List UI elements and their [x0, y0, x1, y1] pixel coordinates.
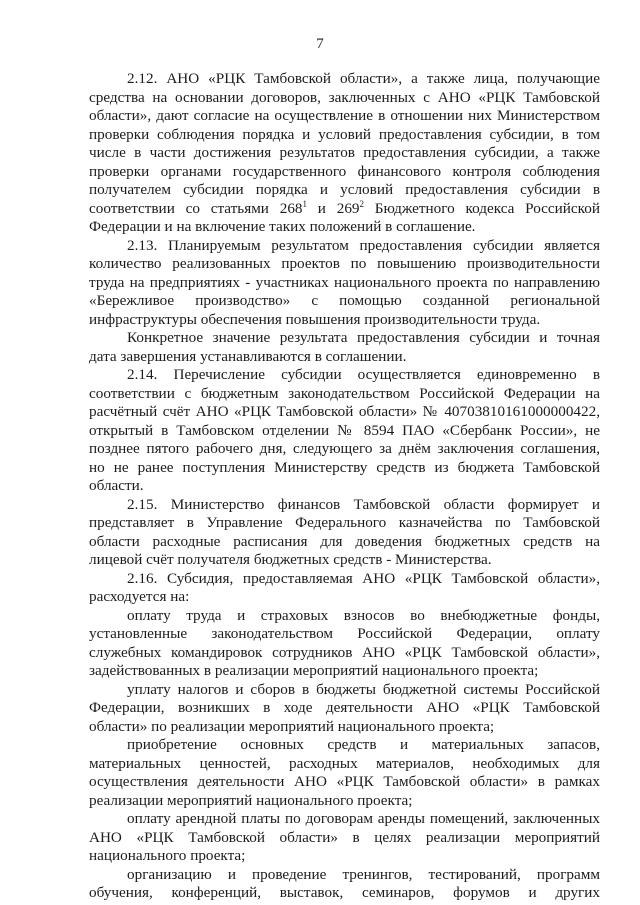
text-line [89, 699, 600, 718]
text-line [89, 422, 600, 441]
line-text: расходуется на: [89, 588, 190, 605]
line-text: соответствии с бюджетным законодательством Российской Федерации на [89, 384, 600, 402]
text-line [89, 440, 600, 459]
text-line [89, 533, 600, 552]
text-line [89, 829, 600, 848]
document-body [89, 70, 600, 903]
text-line [89, 163, 600, 182]
text-line [89, 126, 600, 145]
line-text: Федерации, возникших в ходе деятельности АНО «РЦК Тамбовской [89, 699, 600, 716]
line-text: но не ранее поступления Министерству средств из бюджета Тамбовской [89, 458, 600, 476]
text-line [89, 348, 600, 367]
line-text: дата завершения устанавливаются в соглашении. [89, 347, 407, 365]
text-line [89, 866, 600, 885]
text-line [89, 718, 600, 737]
line-text: труда на предприятиях - участниках национального проекта по направлению [89, 273, 600, 291]
line-text: инфраструктуры обеспечения повышения производительности труда. [89, 310, 541, 328]
text-line [89, 570, 600, 589]
line-text: 2.15. Министерство финансов Тамбовской области формирует и [127, 495, 600, 513]
text-line [89, 403, 600, 422]
line-text: открытый в Тамбовском отделении № 8594 ПАО «Сбербанк России», не [89, 421, 600, 439]
text-line [89, 773, 600, 792]
line-text: служебных командировок сотрудников АНО «РЦК Тамбовской области», [89, 643, 600, 661]
text-line [89, 681, 600, 700]
text-line [89, 588, 600, 607]
text-line [89, 385, 600, 404]
text-line [89, 607, 600, 626]
text-line [89, 847, 600, 866]
line-text: области», дают согласие на осуществление в отношении них Министерством [89, 107, 600, 124]
line-text: оплату арендной платы по договорам аренды помещений, заключенных [127, 810, 600, 827]
line-text: проверки соблюдения порядка и условий предоставления субсидии, в том [89, 125, 600, 143]
line-text: области. [89, 477, 144, 494]
text-line [89, 644, 600, 663]
line-text: Федерации и на включение таких положений в соглашение. [89, 218, 476, 235]
line-text: обучения, конференций, выставок, семинаров, форумов и других [89, 884, 600, 901]
text-line [89, 662, 600, 681]
footnote-superscript: 1 [302, 198, 308, 209]
text-line [89, 181, 600, 200]
line-text: области» по реализации мероприятий национального проекта; [89, 717, 495, 735]
text-line [89, 366, 600, 385]
text-line [89, 274, 600, 293]
line-text: уплату налогов и сборов в бюджеты бюджетной системы Российской [127, 680, 600, 698]
line-text: расчётный счёт АНО «РЦК Тамбовской области» № 40703810161000000422, [89, 403, 600, 420]
line-text: 2.14. Перечисление субсидии осуществляется единовременно в [127, 366, 600, 383]
text-line [89, 218, 600, 237]
line-text: «Бережливое производство» с помощью созданной региональной [89, 292, 600, 309]
text-line [89, 255, 600, 274]
line-text: проверки органами государственного финансового контроля соблюдения [89, 162, 600, 180]
line-text: организацию и проведение тренингов, тестирований, программ [127, 865, 600, 883]
line-text: реализации мероприятий национального проекта; [89, 791, 413, 809]
line-text: 2.12. АНО «РЦК Тамбовской области», а также лица, получающие [127, 70, 600, 87]
line-text: соответствии со статьями 268 [89, 199, 303, 217]
line-text: количество реализованных проектов по повышению производительности [89, 255, 600, 272]
line-text: средства на основании договоров, заключенных с АНО «РЦК Тамбовской [89, 88, 600, 106]
text-line [89, 459, 600, 478]
text-line [89, 736, 600, 755]
line-text: и 269 [307, 199, 360, 217]
text-line [89, 144, 600, 163]
line-text: материальных ценностей, расходных материалов, необходимых для [89, 754, 600, 772]
text-line [89, 200, 600, 219]
text-line [89, 810, 600, 829]
line-text: области расходные расписания для доведения бюджетных средств на [89, 532, 600, 550]
text-line [89, 755, 600, 774]
line-text: числе в части достижения результатов предоставления субсидии, а также [89, 144, 600, 161]
line-text: установленные законодательством Российской Федерации, оплату [89, 625, 600, 642]
line-text: осуществления деятельности АНО «РЦК Тамбовской области» в рамках [89, 773, 600, 790]
text-line [89, 89, 600, 108]
line-text: оплату труда и страховых взносов во внебюджетные фонды, [127, 606, 600, 624]
line-text: получателем субсидии порядка и условий предоставления субсидии в [89, 181, 600, 198]
line-text: национального проекта; [89, 847, 246, 864]
text-line [89, 292, 600, 311]
footnote-superscript: 2 [359, 198, 365, 209]
line-text: АНО «РЦК Тамбовской области» в целях реализации мероприятий [89, 828, 600, 846]
text-line [89, 107, 600, 126]
text-line [89, 496, 600, 515]
text-line [89, 329, 600, 348]
text-line [89, 625, 600, 644]
line-text: представляет в Управление Федерального казначейства по Тамбовской [89, 514, 600, 531]
text-line [89, 311, 600, 330]
line-text: позднее пятого рабочего дня, следующего за днём заключения соглашения, [89, 440, 600, 457]
text-line [89, 884, 600, 903]
line-text: 2.13. Планируемым результатом предоставления субсидии является [127, 236, 600, 254]
text-line [89, 477, 600, 496]
line-text: задействованных в реализации мероприятий национального проекта; [89, 662, 539, 679]
line-text: лицевой счёт получателя бюджетных средств - Министерства. [89, 551, 492, 568]
text-line [89, 551, 600, 570]
line-text: приобретение основных средств и материальных запасов, [127, 736, 600, 753]
text-line [89, 237, 600, 256]
text-line [89, 792, 600, 811]
line-text: Бюджетного кодекса Российской [364, 199, 600, 217]
page-number: 7 [316, 36, 324, 52]
text-line [89, 70, 600, 89]
line-text: Конкретное значение результата предоставления субсидии и точная [127, 329, 600, 346]
line-text: 2.16. Субсидия, предоставляемая АНО «РЦК Тамбовской области», [127, 569, 600, 587]
text-line [89, 514, 600, 533]
